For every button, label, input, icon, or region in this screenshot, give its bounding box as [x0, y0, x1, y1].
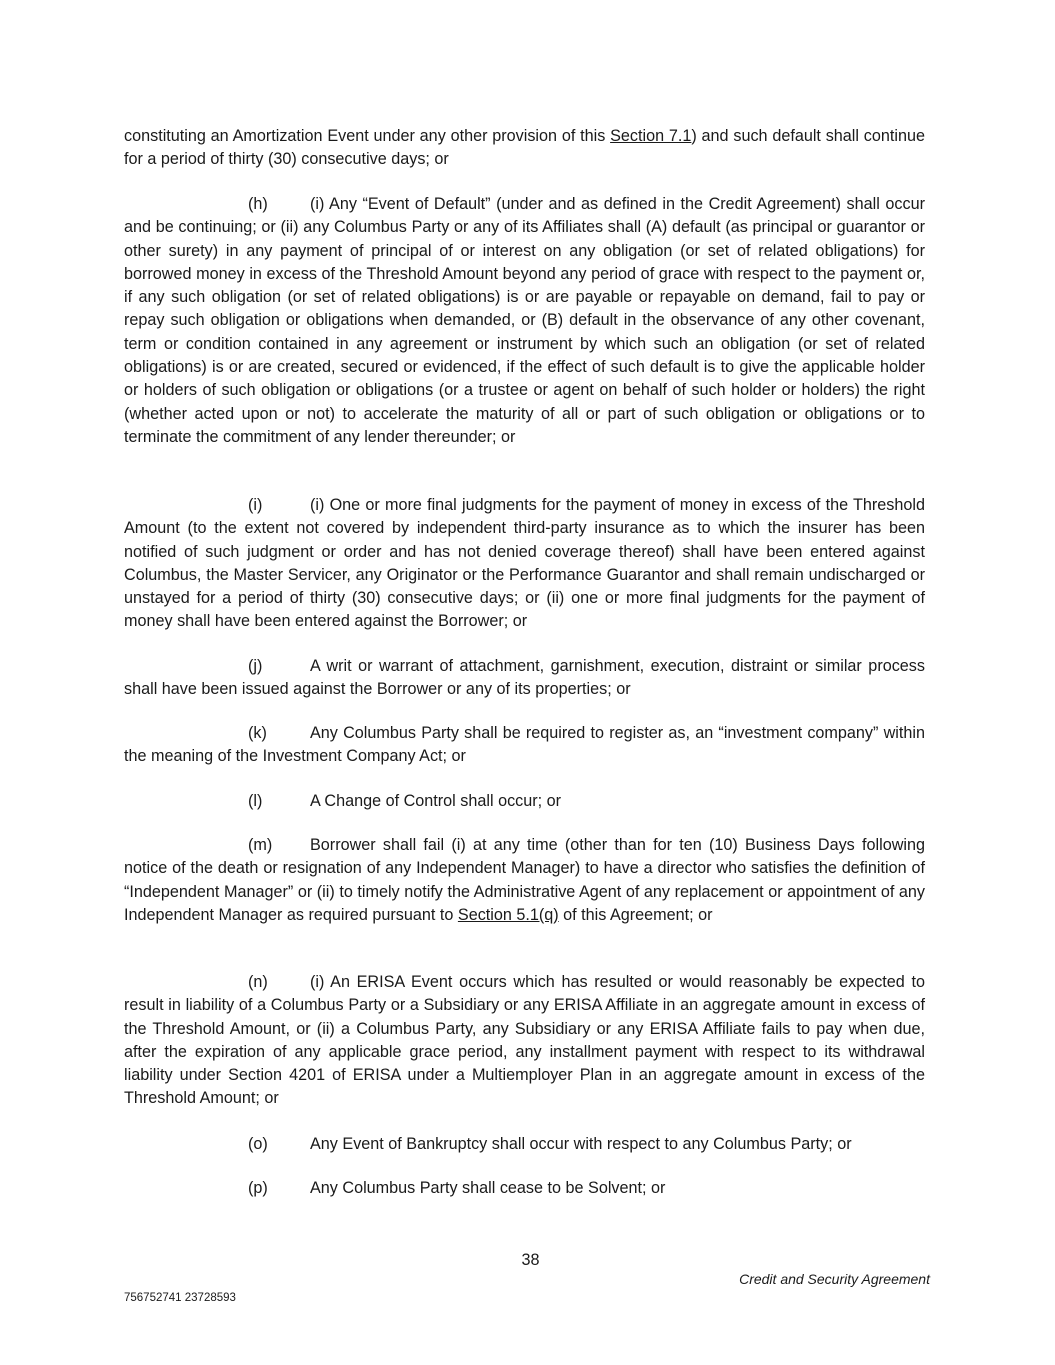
clause-k-label: (k): [248, 724, 267, 742]
clause-l-label: (l): [248, 792, 263, 810]
intro-text-end: ) and such default shall continue for a period of thirty (30) consecutive days; or: [124, 127, 925, 169]
clause-j-text: A writ or warrant of attachment, garnishment, execution, distraint or similar process shall have been issued against the Borrower or any of its properties; or: [124, 657, 925, 699]
clause-o-text: Any Event of Bankruptcy shall occur with respect to any Columbus Party; or: [310, 1135, 852, 1153]
clause-j: [124, 655, 925, 702]
clause-m-text-end: of this Agreement; or: [558, 905, 713, 924]
section-7-1-reference: Section 7.1: [610, 127, 692, 145]
clause-n-text: (i) An ERISA Event occurs which has resulted or would reasonably be expected to result in liability of a Columbus Party or a Subsidiary or any ERISA Affiliate in an aggregate amount in excess of the Threshold Amount, or (ii) a Columbus Party, any Subsidiary or any ERISA Affiliate fails to pay when due, after the expiration of any applicable grace period, any installment payment with respect to its withdrawal liability under Section 4201 of ERISA under a Multiemployer Plan in an aggregate amount in excess of the Threshold Amount; or: [124, 973, 925, 1108]
clause-n: [124, 971, 925, 1111]
clause-h: [124, 193, 925, 449]
clause-j-label: (j): [248, 657, 263, 675]
intro-paragraph: [124, 125, 925, 172]
document-id: 756752741 23728593: [124, 1292, 236, 1304]
clause-h-text: (i) Any “Event of Default” (under and as defined in the Credit Agreement) shall occur and be continuing; or (ii) any Columbus Party or any of its Affiliates shall (A) default (as principal or guarantor or other surety) in any payment of principal of or interest on any obligation (or set of related obligations) for borrowed money in excess of the Threshold Amount beyond any period of grace with respect to the payment or, if any such obligation (or set of related obligations) is or are payable or repayable on demand, fail to pay or repay such obligation or obligations when demanded, or (B) default in the observance of any other covenant, term or condition contained in any agreement or instrument by which such an obligation (or set of related obligations) is or are created, secured or evidenced, if the effect of such default is to give the applicable holder or holders of such obligation or obligations (or a trustee or agent on behalf of such holder or holders) the right (whether acted upon or not) to accelerate the maturity of all or part of such obligation or obligations or to terminate the commitment of any lender thereunder; or: [124, 195, 925, 446]
clause-o-label: (o): [248, 1135, 268, 1153]
clause-i-text: (i) One or more final judgments for the payment of money in excess of the Threshold Amount (to the extent not covered by independent third-party insurance as to which the insurer has been notified of such judgment or order and has not denied coverage thereof) shall have been entered against Columbus, the Master Servicer, any Originator or the Performance Guarantor and shall remain undischarged or unstayed for a period of thirty (30) consecutive days; or (ii) one or more final judgments for the payment of money shall have been entered against the Borrower; or: [124, 496, 925, 631]
clause-l-text: A Change of Control shall occur; or: [310, 792, 562, 810]
clause-m-label: (m): [248, 836, 273, 854]
clause-p-label: (p): [248, 1179, 268, 1197]
clause-m: [124, 834, 925, 927]
intro-text: constituting an Amortization Event under any other provision of this: [124, 127, 611, 145]
clause-m-text: Borrower shall fail (i) at any time (other than for ten (10) Business Days following notice of the death or resignation of any Independent Manager) to have a director who satisfies the definition of “Independent Manager” or (ii) to timely notify the Administrative Agent of any replacement or appointment of any Independent Manager as required pursuant to: [124, 836, 925, 924]
clause-k: [124, 722, 925, 769]
page-number: 38: [521, 1251, 540, 1269]
section-5-1-q-reference: Section 5.1(q): [457, 905, 559, 924]
clause-p: [248, 1177, 665, 1200]
clause-l: [248, 790, 561, 813]
clause-p-text: Any Columbus Party shall cease to be Solvent; or: [310, 1179, 666, 1197]
clause-n-label: (n): [248, 973, 268, 991]
clause-o: [248, 1133, 852, 1156]
clause-i-label: (i): [248, 496, 263, 514]
clause-h-label: (h): [248, 195, 268, 213]
clause-k-text: Any Columbus Party shall be required to register as, an “investment company” within the meaning of the Investment Company Act; or: [124, 724, 925, 766]
clause-i: [124, 494, 925, 634]
footer-document-title: Credit and Security Agreement: [739, 1271, 930, 1287]
